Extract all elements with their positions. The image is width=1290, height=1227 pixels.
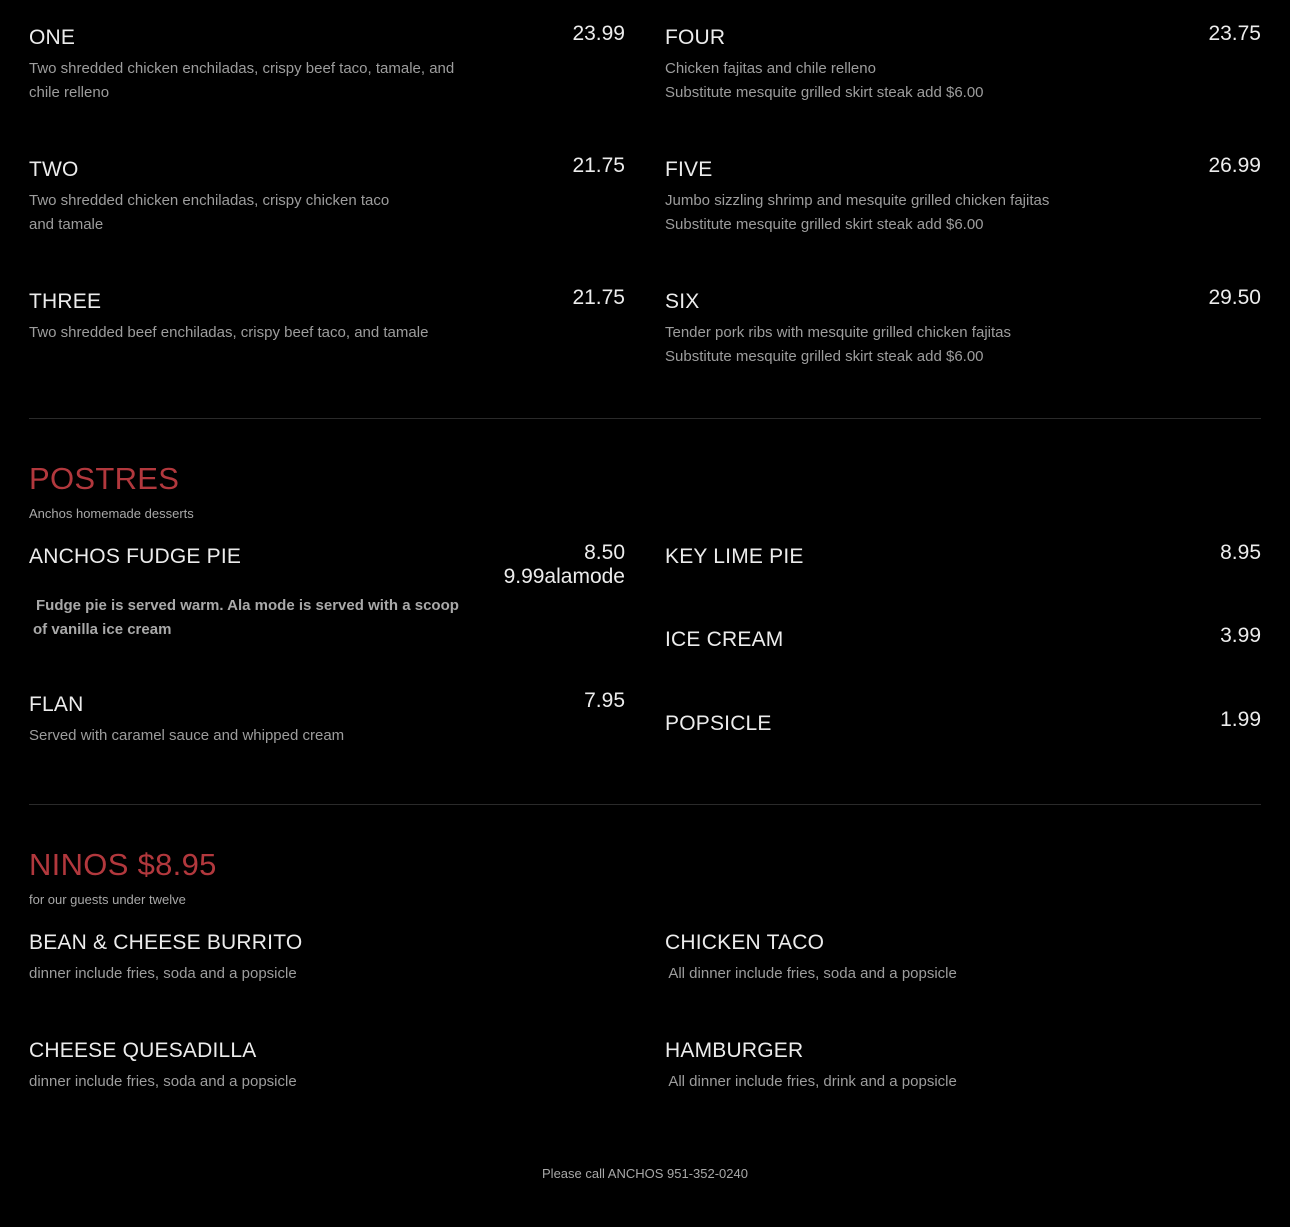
menu-item-hamburger <box>665 1035 1261 1143</box>
description-line: of vanilla ice cream <box>33 621 172 638</box>
description-line: chile relleno <box>29 84 110 101</box>
item-name: ONE <box>29 26 76 49</box>
item-name: CHICKEN TACO <box>665 931 825 954</box>
item-description <box>665 189 1105 237</box>
item-description: dinner include fries, soda and a popsicle <box>29 965 297 982</box>
section-title: NINOS $8.95 <box>29 847 217 882</box>
menu-item-one <box>29 22 625 154</box>
section-subtitle: Anchos homemade desserts <box>29 506 194 521</box>
item-description <box>665 57 1105 105</box>
menu-item-chicken-taco <box>665 927 1261 1035</box>
description-line: Substitute mesquite grilled skirt steak add $6.00 <box>665 348 984 365</box>
description-line: and tamale <box>29 216 104 233</box>
item-name: SIX <box>665 290 700 313</box>
footer-contact: Please call ANCHOS 951-352-0240 <box>542 1166 748 1181</box>
item-description: All dinner include fries, soda and a popsicle <box>665 965 957 982</box>
postres-right-column <box>665 541 1261 748</box>
item-price: 26.99 <box>1208 154 1261 177</box>
item-description <box>29 189 469 237</box>
menu-item-four <box>665 22 1261 154</box>
item-name: TWO <box>29 158 79 181</box>
menu-item-two <box>29 154 625 286</box>
menu-item-fudge-pie <box>29 541 625 689</box>
menu-item-five <box>665 154 1261 286</box>
menu-page <box>29 0 1261 1183</box>
description-line: Substitute mesquite grilled skirt steak add $6.00 <box>665 84 984 101</box>
description-line: Tender pork ribs with mesquite grilled chicken fajitas <box>665 324 1011 341</box>
menu-item-three <box>29 286 625 426</box>
postres-left-column <box>29 541 625 748</box>
item-name: CHEESE QUESADILLA <box>29 1039 257 1062</box>
item-price: 21.75 <box>572 154 625 177</box>
item-description <box>29 594 473 642</box>
item-description <box>29 57 469 105</box>
description-line: Jumbo sizzling shrimp and mesquite grilled chicken fajitas <box>665 192 1050 209</box>
section-subtitle: for our guests under twelve <box>29 892 186 907</box>
description-line: Two shredded chicken enchiladas, crispy chicken taco <box>29 192 390 209</box>
menu-item-six <box>665 286 1261 426</box>
item-description: dinner include fries, soda and a popsicle <box>29 1073 297 1090</box>
description-line: Substitute mesquite grilled skirt steak add $6.00 <box>665 216 984 233</box>
item-name: POPSICLE <box>665 712 772 735</box>
item-name: HAMBURGER <box>665 1039 804 1062</box>
menu-item-ice-cream <box>665 624 1261 708</box>
description-line: Two shredded beef enchiladas, crispy beef taco, and tamale <box>29 324 429 341</box>
price-alamode: 9.99alamode <box>503 565 625 588</box>
item-name: BEAN & CHEESE BURRITO <box>29 931 303 954</box>
item-price <box>504 541 625 589</box>
menu-item-bean-cheese-burrito <box>29 927 625 1035</box>
menu-item-cheese-quesadilla <box>29 1035 625 1143</box>
item-description <box>29 321 469 345</box>
item-description <box>665 321 1105 369</box>
menu-item-popsicle <box>665 708 1261 738</box>
price-regular: 8.50 <box>584 541 625 564</box>
item-name: ANCHOS FUDGE PIE <box>29 545 242 568</box>
item-name: ICE CREAM <box>665 628 784 651</box>
description-line: Fudge pie is served warm. Ala mode is served with a scoop <box>36 597 459 614</box>
item-price: 7.95 <box>584 689 625 712</box>
menu-item-key-lime-pie <box>665 541 1261 624</box>
item-price: 29.50 <box>1208 286 1261 309</box>
item-name: FOUR <box>665 26 726 49</box>
item-name: KEY LIME PIE <box>665 545 804 568</box>
item-name: FIVE <box>665 158 713 181</box>
item-description: All dinner include fries, drink and a popsicle <box>665 1073 957 1090</box>
menu-item-flan <box>29 689 625 748</box>
section-divider <box>29 804 1261 805</box>
postres-section <box>29 461 1261 748</box>
combo-section <box>29 22 1261 426</box>
item-price: 3.99 <box>1220 624 1261 647</box>
item-name: THREE <box>29 290 102 313</box>
ninos-section <box>29 847 1261 1143</box>
item-price: 8.95 <box>1220 541 1261 564</box>
item-price: 1.99 <box>1220 708 1261 731</box>
item-description: Served with caramel sauce and whipped cream <box>29 727 345 744</box>
description-line: Two shredded chicken enchiladas, crispy beef taco, tamale, and <box>29 60 455 77</box>
section-title: POSTRES <box>29 461 180 496</box>
item-price: 23.75 <box>1208 22 1261 45</box>
item-name: FLAN <box>29 693 84 716</box>
description-line: Chicken fajitas and chile relleno <box>665 60 876 77</box>
item-price: 21.75 <box>572 286 625 309</box>
item-price: 23.99 <box>572 22 625 45</box>
